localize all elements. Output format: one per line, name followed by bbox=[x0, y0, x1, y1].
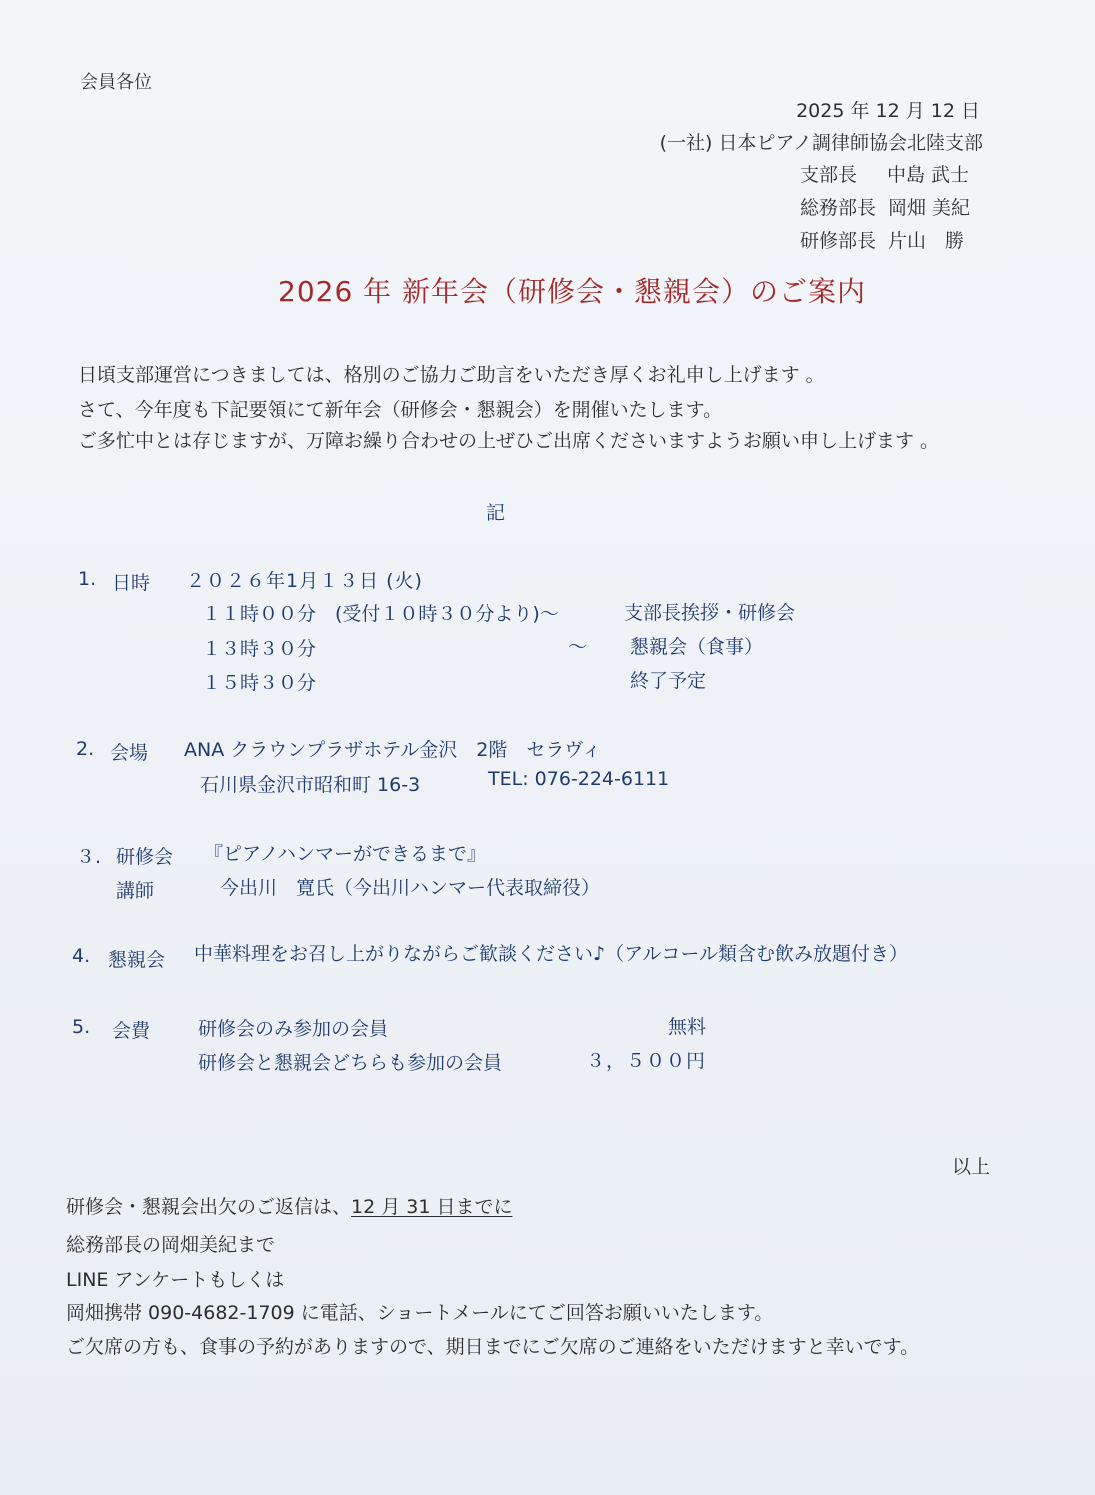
closing-ijou: 以上 bbox=[952, 1156, 991, 1178]
intro-line-3: ご多忙中とは存じますが、万障お繰り合わせの上ぜひご出席くださいますようお願い申し上げます 。 bbox=[78, 430, 940, 452]
fee-row-1-desc: 研修会のみ参加の会員 bbox=[198, 1018, 389, 1040]
fee-row-1-amount: 無料 bbox=[668, 1016, 707, 1038]
organization-name: (一社) 日本ピアノ調律師協会北陸支部 bbox=[659, 132, 983, 154]
signer-2 bbox=[800, 193, 970, 220]
signer-name: 中島 武士 bbox=[887, 164, 970, 186]
section-1-label: 日時 bbox=[112, 572, 151, 594]
schedule-event-3: 終了予定 bbox=[630, 670, 707, 692]
ki-marker: 記 bbox=[486, 502, 506, 524]
section-2-number: 2. bbox=[76, 738, 95, 760]
fee-row-2-amount: ３，５００円 bbox=[586, 1050, 707, 1072]
footer-line-2: 総務部長の岡畑美紀まで bbox=[66, 1234, 276, 1256]
schedule-event-2: 懇親会（食事） bbox=[630, 636, 764, 658]
intro-line-2: さて、今年度も下記要領にて新年会（研修会・懇親会）を開催いたします。 bbox=[78, 399, 723, 421]
section-4-number: 4. bbox=[72, 945, 91, 967]
section-3-label: 研修会 bbox=[116, 846, 174, 868]
document-date: 2025 年 12 月 12 日 bbox=[796, 100, 980, 122]
intro-line-1: 日頃支部運営につきましては、格別のご協力ご助言をいただき厚くお礼申し上げます 。 bbox=[78, 364, 825, 386]
schedule-tilde-2: ～ bbox=[568, 636, 588, 658]
reply-deadline: 12 月 31 日までに bbox=[351, 1196, 513, 1218]
addressee: 会員各位 bbox=[80, 72, 152, 93]
fee-row-2-desc: 研修会と懇親会どちらも参加の会員 bbox=[198, 1052, 503, 1074]
section-5-label: 会費 bbox=[112, 1020, 151, 1042]
venue-address: 石川県金沢市昭和町 16-3 bbox=[200, 774, 421, 796]
signer-role: 研修部長 bbox=[800, 230, 877, 252]
schedule-time-2: １３時３０分 bbox=[202, 638, 317, 660]
section-5-number: 5. bbox=[72, 1016, 91, 1038]
schedule-event-1: 支部長挨拶・研修会 bbox=[624, 602, 796, 624]
page-title: 2026 年 新年会（研修会・懇親会）のご案内 bbox=[278, 275, 867, 308]
reply-prefix: 研修会・懇親会出欠のご返信は、 bbox=[66, 1196, 352, 1218]
footer-line-3: LINE アンケートもしくは bbox=[66, 1269, 285, 1291]
section-1-number: 1. bbox=[78, 568, 97, 590]
signer-1 bbox=[800, 160, 969, 187]
signer-name: 片山 勝 bbox=[888, 230, 965, 252]
lecturer-name: 今出川 寛氏（今出川ハンマー代表取締役） bbox=[220, 877, 601, 899]
schedule-time-1: １１時００分 (受付１０時３０分より)～ bbox=[202, 603, 559, 625]
signer-role: 総務部長 bbox=[800, 197, 877, 219]
seminar-topic: 『ピアノハンマーができるまで』 bbox=[204, 843, 486, 865]
section-2-label: 会場 bbox=[110, 742, 149, 764]
schedule-time-3: １５時３０分 bbox=[202, 672, 317, 694]
party-description: 中華料理をお召し上がりながらご歓談ください♪（アルコール類含む飲み放題付き） bbox=[194, 943, 908, 965]
footer-line-1 bbox=[66, 1192, 513, 1219]
section-1-date: ２０２６年1月１３日 (火) bbox=[186, 570, 423, 592]
signer-name: 岡畑 美紀 bbox=[888, 197, 971, 219]
section-3-number: ３. bbox=[76, 846, 102, 868]
section-4-label: 懇親会 bbox=[108, 949, 166, 971]
venue-tel: TEL: 076-224-6111 bbox=[488, 768, 670, 790]
lecturer-label: 講師 bbox=[116, 880, 155, 902]
signer-role: 支部長 bbox=[800, 164, 858, 186]
footer-line-5: ご欠席の方も、食事の予約がありますので、期日までにご欠席のご連絡をいただけますと幸いです。 bbox=[66, 1336, 920, 1358]
footer-line-4: 岡畑携帯 090-4682-1709 に電話、ショートメールにてご回答お願いいたします。 bbox=[66, 1302, 774, 1324]
signer-3 bbox=[800, 226, 964, 253]
venue-name: ANA クラウンプラザホテル金沢 2階 セラヴィ bbox=[184, 739, 602, 761]
